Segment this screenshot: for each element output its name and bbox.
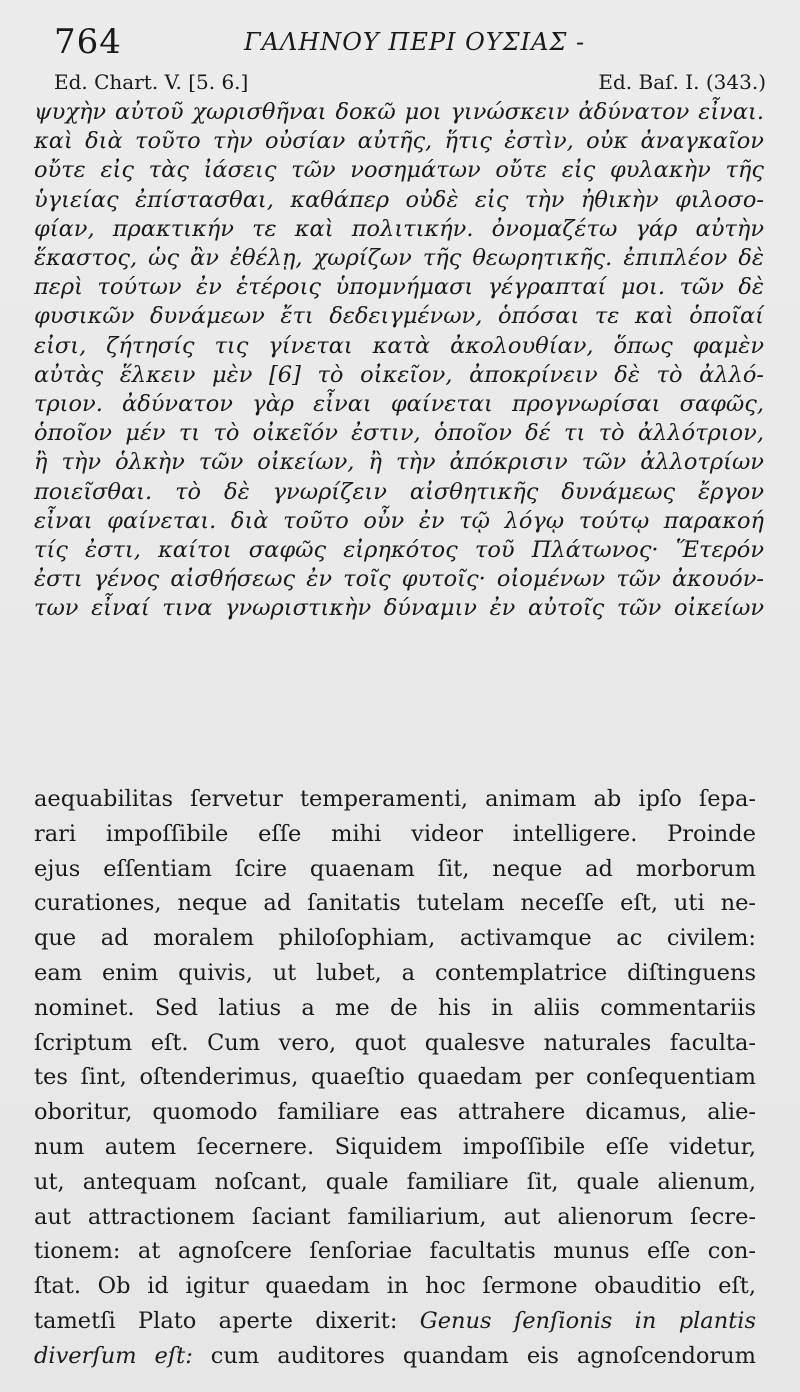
- edition-chartier-ref: Ed. Chart. V. [5. 6.]: [54, 70, 249, 94]
- greek-text-block: [34, 98, 764, 624]
- plato-quotation-latin: Genus ſenſionis in plantis: [419, 1307, 756, 1334]
- page-header: [34, 22, 766, 62]
- latin-line: [34, 1304, 756, 1339]
- greek-line: ἢ τὴν ὁλκὴν τῶν οἰκείων, ἢ τὴν ἀπόκρισιν τῶν ἀλλοτρίων: [34, 449, 764, 476]
- greek-line: αὐτὰς ἕλκειν μὲν [6] τὸ οἰκεῖον, ἀποκρίνειν δὲ τὸ ἀλλό-: [34, 361, 764, 388]
- latin-line: nominet. Sed latius a me de his in aliis commentariis: [34, 994, 756, 1021]
- greek-line: ψυχὴν αὐτοῦ χωρισθῆναι δοκῶ μοι γινώσκειν ἀδύνατον εἶναι.: [34, 99, 764, 125]
- page-number: 764: [54, 22, 122, 62]
- edition-basel-ref: Ed. Baſ. I. (343.): [598, 70, 766, 94]
- latin-line: oboritur, quomodo familiare eas attrahere dicamus, alie-: [34, 1099, 756, 1126]
- greek-line: ἕκαστος, ὡς ἂν ἐθέλῃ, χωρίζων τῆς θεωρητικῆς. ἐπιπλέον δὲ: [34, 245, 764, 272]
- greek-line: τριον. ἀδύνατον γὰρ εἶναι φαίνεται προγνωρίσαι σαφῶς,: [34, 391, 764, 418]
- latin-line: ſcriptum eſt. Cum vero, quot qualesve naturales faculta-: [34, 1029, 756, 1056]
- greek-line: εἰσι, ζήτησίς τις γίνεται κατὰ ἀκολουθίαν, ὅπως φαμὲν: [34, 332, 764, 359]
- latin-line: [34, 1339, 756, 1374]
- latin-line: aequabilitas ſervetur temperamenti, animam ab ipſo ſepa-: [34, 786, 756, 812]
- latin-line-text: cum auditores quandam eis agnoſcendorum: [192, 1342, 757, 1369]
- latin-line: tionem: at agnoſcere ſenſoriae facultatis munus eſſe con-: [34, 1238, 756, 1265]
- greek-line: ποιεῖσθαι. τὸ δὲ γνωρίζειν αἰσθητικῆς δυνάμεως ἔργον: [34, 478, 764, 505]
- plato-quotation-latin-end: diverſum eſt:: [34, 1342, 193, 1369]
- edition-reference-line: [54, 70, 766, 98]
- greek-line: εἶναι φαίνεται. διὰ τοῦτο οὖν ἐν τῷ λόγῳ τούτῳ παρακοή: [34, 507, 764, 534]
- latin-line: aut attractionem ſaciant familiarium, aut alienorum ſecre-: [34, 1203, 756, 1230]
- latin-line: que ad moralem philoſophiam, activamque ac civilem:: [34, 925, 756, 952]
- greek-line: ὁποῖον μέν τι τὸ οἰκεῖόν ἐστιν, ὁποῖον δέ τι τὸ ἀλλότριον,: [34, 420, 764, 447]
- greek-line: των εἶναί τινα γνωριστικὴν δύναμιν ἐν αὐτοῖς τῶν οἰκείων: [34, 595, 764, 622]
- greek-line: περὶ τούτων ἐν ἑτέροις ὑπομνήμασι γέγραπταί μοι. τῶν δὲ: [34, 274, 764, 301]
- latin-line: ejus eſſentiam ſcire quaenam ſit, neque ad morborum: [34, 855, 756, 882]
- greek-line: οὔτε εἰς τὰς ἰάσεις τῶν νοσημάτων οὔτε εἰς φυλακὴν τῆς: [34, 157, 764, 184]
- greek-line: καὶ διὰ τοῦτο τὴν οὐσίαν αὐτῆς, ἥτις ἐστὶν, οὐκ ἀναγκαῖον: [34, 128, 764, 155]
- greek-line: φυσικῶν δυνάμεων ἔτι δεδειγμένων, ὁπόσαι τε καὶ ὁποῖαί: [34, 303, 764, 330]
- latin-line: num autem ſecernere. Siquidem impoſſibile eſſe videtur,: [34, 1133, 756, 1160]
- latin-line-text: tametſi Plato aperte dixerit:: [34, 1307, 420, 1334]
- latin-line: rari impoſſibile eſſe mihi videor intelligere. Proinde: [34, 820, 756, 847]
- greek-line: τίς ἐστι, καίτοι σαφῶς εἰρηκότος τοῦ Πλάτωνος· Ἕτερόν: [34, 537, 764, 564]
- greek-line: ὑγιείας ἐπίστασθαι, καθάπερ οὐδὲ εἰς τὴν ἠθικὴν φιλοσο-: [34, 186, 764, 213]
- running-title: ΓΑΛΗΝΟΥ ΠΕΡΙ ΟΥΣΙΑΣ -: [244, 28, 586, 56]
- greek-line: φίαν, πρακτικήν τε καὶ πολιτικήν. ὀνομαζέτω γάρ αὐτὴν: [34, 215, 764, 242]
- greek-line: ἐστι γένος αἰσθήσεως ἐν τοῖς φυτοῖς· οἰομένων τῶν ἀκουόν-: [34, 566, 764, 593]
- latin-line: eam enim quivis, ut lubet, a contemplatrice diſtinguens: [34, 959, 756, 986]
- latin-text-block: [34, 782, 756, 1374]
- latin-line: ſtat. Ob id igitur quaedam in hoc ſermone obauditio eſt,: [34, 1273, 756, 1300]
- latin-line: ut, antequam noſcant, quale familiare ſit, quale alienum,: [34, 1168, 756, 1195]
- latin-line: tes ſint, oſtenderimus, quaeſtio quaedam per conſequentiam: [34, 1064, 756, 1091]
- latin-line: curationes, neque ad ſanitatis tutelam neceſſe eſt, uti ne-: [34, 890, 756, 917]
